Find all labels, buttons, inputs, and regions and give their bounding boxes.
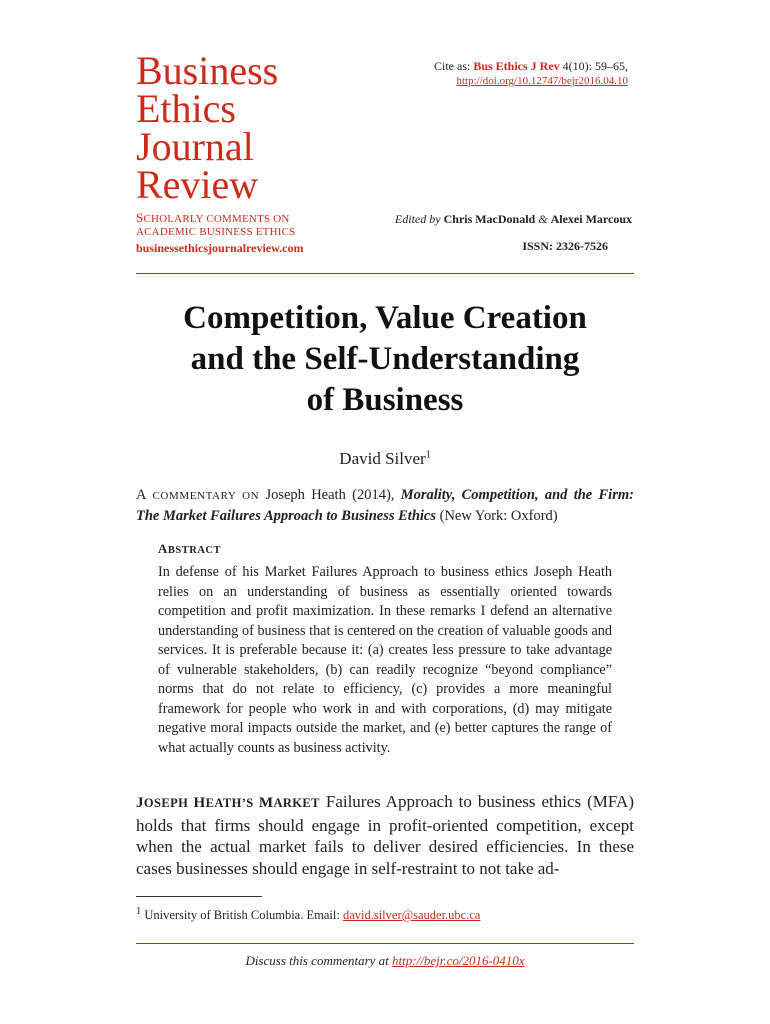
email-link[interactable]: david.silver@sauder.ubc.ca: [342, 908, 481, 923]
abstract-text: In defense of his Market Failures Approach to business ethics Joseph Heath relies on an understanding of business as essentially oriented towards competition and profit maximization. In these remarks I defend an alternative understanding of business that is centered on the creation of valuable goods and services. It is preferable because it: (a) creates less pressure to take advantage of vulnerable stakeholders, (b) can readily recognize “beyond compliance” norms that do not relate to efficiency, (c) provides a more meaningful framework for people who work in and with corporations, (d) may mitigate negative moral impacts outside the market, and (e) better captures the range of what actually counts as business activity.: [158, 564, 612, 756]
body-paragraph: JOSEPH HEATH’S MARKET Failures Approach to business ethics (MFA) holds that firms should engage in profit-oriented competition, except when the actual market fails to deliver desired efficiencies. In these cases businesses should engage in self-restraint to not take ad-: [136, 792, 634, 878]
doi-link[interactable]: http://doi.org/10.12747/bejr2016.04.10: [456, 75, 628, 87]
footer-divider: [136, 943, 634, 944]
footnote-marker[interactable]: 1: [425, 449, 431, 461]
editors: Edited by Chris MacDonald & Alexei Marcoux: [394, 212, 632, 226]
article-title: Competition, Value Creation and the Self-Understanding of Business: [183, 300, 587, 418]
journal-title-line: Journal: [136, 124, 254, 169]
citation: Cite as: Bus Ethics J Rev 4(10): 59–65, http://doi.org/10.12747/bejr2016.04.10: [434, 59, 628, 87]
journal-title-line: Ethics: [136, 86, 236, 131]
journal-title: [136, 48, 396, 207]
discuss-link[interactable]: http://bejr.co/2016-0410x: [392, 953, 525, 968]
cite-journal: Bus Ethics J Rev: [473, 59, 560, 73]
journal-website[interactable]: businessethicsjournalreview.com: [136, 241, 304, 255]
journal-title-line: Business: [136, 48, 279, 93]
journal-tagline: SCHOLARLY COMMENTS ON ACADEMIC BUSINESS ETHICS: [136, 210, 296, 238]
commentary-reference: A COMMENTARY ON Joseph Heath (2014), Morality, Competition, and the Firm: The Market Failures Approach to Business Ethics (New York: Oxford): [136, 487, 634, 524]
editor-name: Chris MacDonald: [443, 212, 536, 226]
book-title: Morality, Competition, and the Firm: The Market Failures Approach to Business Ethics: [136, 487, 634, 524]
discuss-footer: Discuss this commentary at http://bejr.co/2016-0410x: [245, 953, 525, 968]
lead-in: JOSEPH HEATH’S MARKET: [136, 795, 320, 811]
issn: ISSN: 2326-7526: [522, 239, 608, 253]
header-divider: [136, 273, 634, 274]
footnote-divider: [136, 896, 262, 897]
author: [136, 449, 634, 469]
journal-title-line: Review: [136, 162, 259, 207]
footnote: $^1$ University of British Columbia. Email: david.silver@sauder.ubc.ca: [136, 906, 481, 923]
author-name: David Silver: [339, 449, 426, 468]
editor-name: Alexei Marcoux: [550, 212, 632, 226]
abstract-heading: ABSTRACT: [158, 541, 221, 556]
